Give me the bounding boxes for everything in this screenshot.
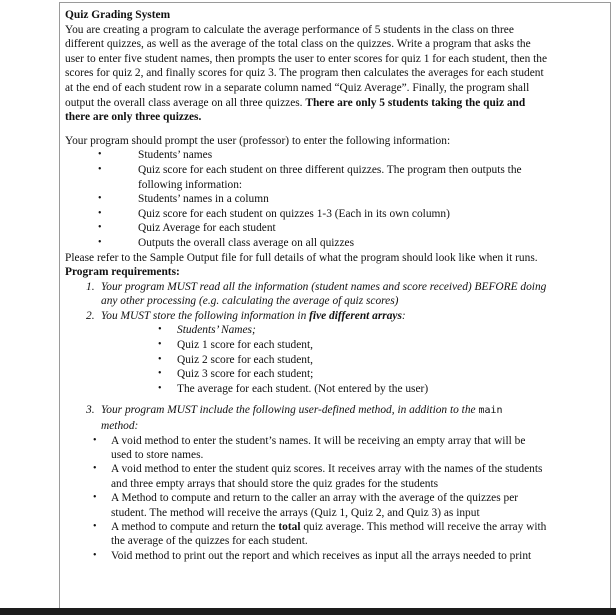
prompt-item: • Students’ names [65,148,549,163]
requirement-tail: method: [101,420,139,433]
prompt-item: • Outputs the overall class average on all quizzes [65,236,549,251]
document-title: Quiz Grading System [65,9,171,21]
requirement-text: You MUST store the following information in [101,309,310,322]
prompt-list [65,148,549,250]
requirement-tail: : [401,309,406,322]
array-item: • The average for each student. (Not entered by the user) [101,382,549,397]
requirement-number: 3. [86,404,95,417]
method-item: • A Method to compute and return to the caller an array with the average of the quizzes per student. The method will receive the arrays (Quiz 1, Quiz 2, and Quiz 3) as input [65,491,549,520]
intro-paragraph [65,23,549,125]
method-item: • A void method to enter the student quiz scores. It receives array with the names of the students and three empty arrays that should store the quiz grades for the students [65,462,549,491]
sample-output-note: Please refer to the Sample Output file for full details of what the program should look like when it runs. [65,251,538,264]
method-text: quiz average. This method will receive the array with the average of the quizzes for each student. [111,521,547,548]
requirement-text: Your program MUST read all the information (student names and score received) BEFORE doing any other processing (e.g. calculating the average of quiz scores) [101,280,547,308]
method-item: • A void method to enter the student’s names. It will be receiving an empty array that will be used to store names. [65,434,549,463]
prompt-intro: Your program should prompt the user (professor) to enter the following information: [65,134,451,147]
array-item: • Quiz 2 score for each student, [101,353,549,368]
intro-bold-text: There are only 5 students taking the quiz and there are only three quizzes. [65,96,526,124]
arrays-list [101,323,549,396]
intro-text: You are creating a program to calculate the average performance of 5 students in the class on three different quizzes, as well as the average of the total class on the quizzes. Write a program that asks the user to enter five student names, then prompts the user to enter scores for quiz 1 for each student, then the scores for quiz 2, and finally scores for quiz 3. The program then calculates the averages for each student at the end of each student row in a separate column named “Quiz Average”. Finally, the program shall output the overall class average on all three quizzes. [65,23,548,109]
method-item [65,520,549,549]
requirement-number: 1. [86,280,95,293]
array-item: • Students’ Names; [101,323,549,338]
method-text: A method to compute and return the [111,521,279,534]
prompt-item: • Quiz score for each student on quizzes 1-3 (Each in its own column) [65,207,549,222]
requirement-item [65,396,549,433]
requirement-text: Your program MUST include the following user-defined method, in addition to the [101,404,479,417]
requirements-heading: Program requirements: [65,266,180,279]
method-emphasis: total [278,521,301,534]
prompt-item: • Quiz Average for each student [65,221,549,236]
requirement-emphasis: five different arrays [309,309,402,322]
prompt-item: • Quiz score for each student on three different quizzes. The program then outputs the following information: [65,163,549,192]
methods-list [65,434,549,564]
bottom-bar [0,608,616,615]
requirements-list [65,280,549,434]
requirement-item [65,309,549,397]
requirement-item [65,280,549,309]
array-item: • Quiz 3 score for each student; [101,367,549,382]
method-item: • Void method to print out the report and which receives as input all the arrays needed to print [65,549,549,563]
code-main: main [478,405,503,417]
array-item: • Quiz 1 score for each student, [101,338,549,353]
prompt-item: • Students’ names in a column [65,192,549,207]
requirement-number: 2. [86,309,95,322]
document-content [65,8,549,563]
